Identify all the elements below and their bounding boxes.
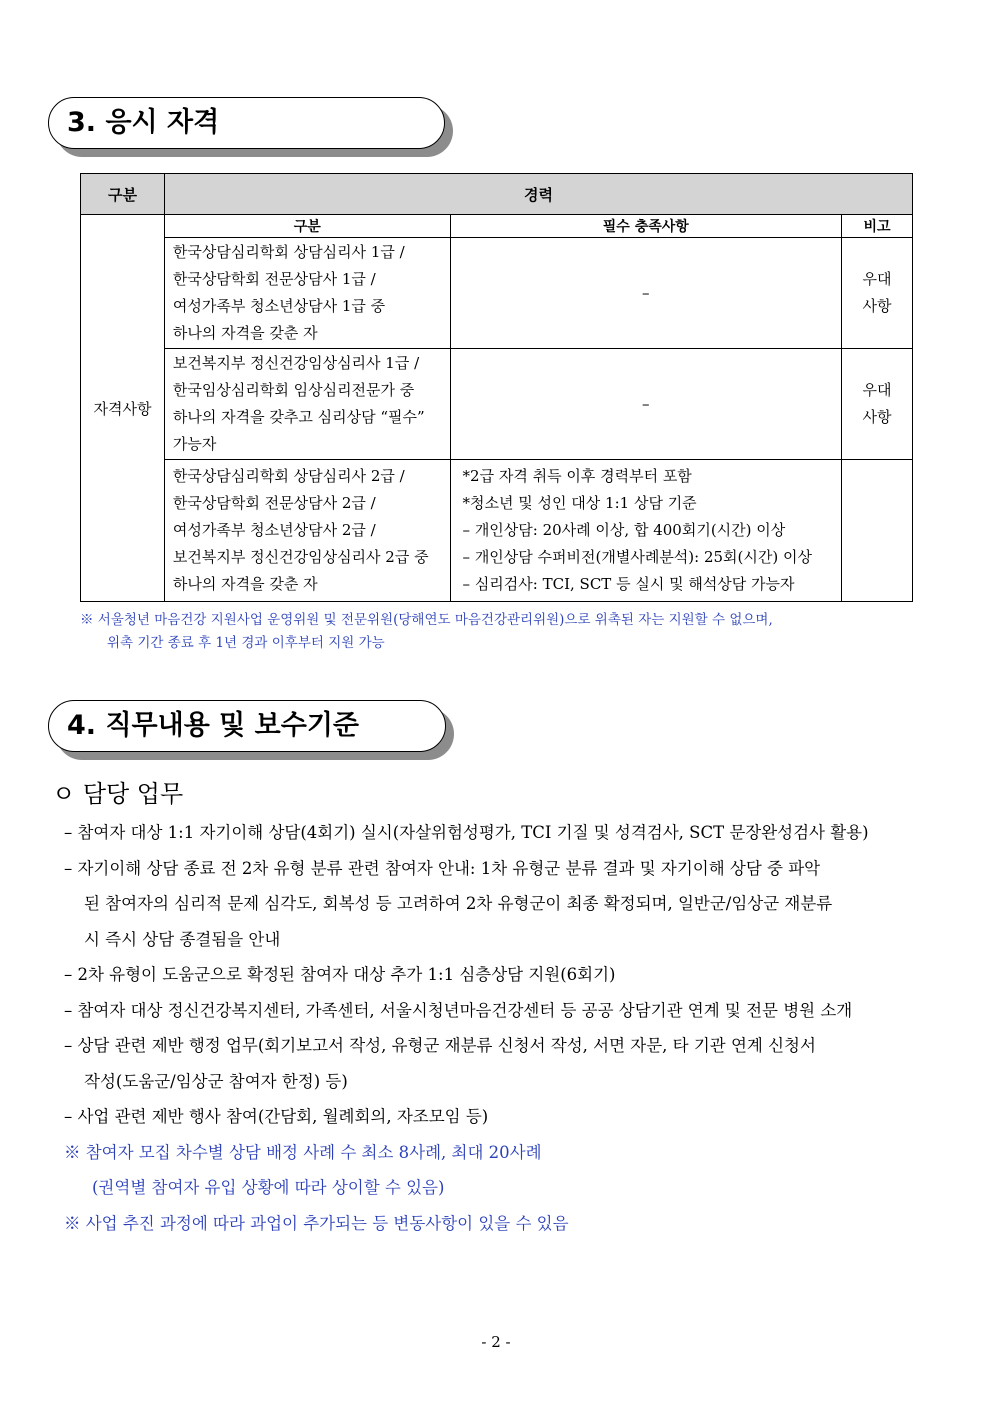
list-item: 시 즉시 상담 종결됨을 안내 <box>84 929 281 949</box>
note-cell <box>842 460 913 602</box>
list-item: – 참여자 대상 정신건강복지센터, 가족센터, 서울시청년마음건강센터 등 공공 상담기관 연계 및 전문 병원 소개 <box>64 1000 853 1020</box>
requirement-cell: – <box>450 349 842 460</box>
requirement-cell: *2급 자격 취득 이후 경력부터 포함 *청소년 및 성인 대상 1:1 상담 기준 – 개인상담: 20사례 이상, 합 400회기(시간) 이상 – 개인상담 수퍼비전(개별사례분석): 25회(시간) 이상 – 심리검사: TCI, SCT 등 실시 및 해석상담 가능자 <box>450 460 842 602</box>
table-subheader-row <box>81 215 913 238</box>
page-number: - 2 - <box>481 1333 511 1351</box>
list-item: – 참여자 대상 1:1 자기이해 상담(4회기) 실시(자살위험성평가, TCI 기질 및 성격검사, SCT 문장완성검사 활용) <box>64 823 869 842</box>
table-footnote: ※ 서울청년 마음건강 지원사업 운영위원 및 전문위원(당해연도 마음건강관리위원)으로 위촉된 자는 지원할 수 없으며, 위촉 기간 종료 후 1년 경과 이후부터 지원 가능 <box>80 612 773 651</box>
qualification-cell: 한국상담심리학회 상담심리사 1급 / 한국상담학회 전문상담사 1급 / 여성가족부 청소년상담사 1급 중 하나의 자격을 갖춘 자 <box>164 238 450 349</box>
duties-list <box>64 815 946 1241</box>
section-3-header <box>48 97 445 149</box>
section-3-title: 3. 응시 자격 <box>48 97 445 149</box>
table-header-row <box>81 174 913 215</box>
requirement-cell: – <box>450 238 842 349</box>
qualification-cell: 보건복지부 정신건강임상심리사 1급 / 한국임상심리학회 임상심리전문가 중 하나의 자격을 갖추고 심리상담 “필수” 가능자 <box>164 349 450 460</box>
col-career: 경력 <box>164 174 912 215</box>
note-cell: 우대 사항 <box>842 349 913 460</box>
list-item: 작성(도움군/임상군 참여자 한정) 등) <box>84 1071 348 1091</box>
list-item: – 자기이해 상담 종료 전 2차 유형 분류 관련 참여자 안내: 1차 유형군 분류 결과 및 자기이해 상담 중 파악 <box>64 858 821 878</box>
duties-title: ㅇ 담당 업무 <box>52 780 184 808</box>
note-item: ※ 참여자 모집 차수별 상담 배정 사례 수 최소 8사례, 최대 20사례 <box>64 1142 542 1162</box>
row-label: 자격사항 <box>81 215 165 602</box>
table-row <box>81 349 913 460</box>
section-4-title: 4. 직무내용 및 보수기준 <box>48 700 446 752</box>
list-item: – 상담 관련 제반 행정 업무(회기보고서 작성, 유형군 재분류 신청서 작성, 서면 자문, 타 기관 연계 신청서 <box>64 1036 816 1055</box>
section-4-header <box>48 700 446 752</box>
sub-required: 필수 충족사항 <box>450 215 842 238</box>
table-row <box>81 460 913 602</box>
list-item: – 2차 유형이 도움군으로 확정된 참여자 대상 추가 1:1 심층상담 지원(6회기) <box>64 965 616 984</box>
sub-gubun: 구분 <box>164 215 450 238</box>
note-item: (권역별 참여자 유입 상황에 따라 상이할 수 있음) <box>92 1178 445 1197</box>
note-cell: 우대 사항 <box>842 238 913 349</box>
note-item: ※ 사업 추진 과정에 따라 과업이 추가되는 등 변동사항이 있을 수 있음 <box>64 1213 569 1233</box>
qualification-table <box>80 173 913 602</box>
list-item: 된 참여자의 심리적 문제 심각도, 회복성 등 고려하여 2차 유형군이 최종 확정되며, 일반군/임상군 재분류 <box>84 894 833 913</box>
list-item: – 사업 관련 제반 행사 참여(간담회, 월례회의, 자조모임 등) <box>64 1107 489 1126</box>
col-gubun: 구분 <box>81 174 165 215</box>
qualification-cell: 한국상담심리학회 상담심리사 2급 / 한국상담학회 전문상담사 2급 / 여성가족부 청소년상담사 2급 / 보건복지부 정신건강임상심리사 2급 중 하나의 자격을 갖춘 자 <box>164 460 450 602</box>
sub-note: 비고 <box>842 215 913 238</box>
table-row <box>81 238 913 349</box>
